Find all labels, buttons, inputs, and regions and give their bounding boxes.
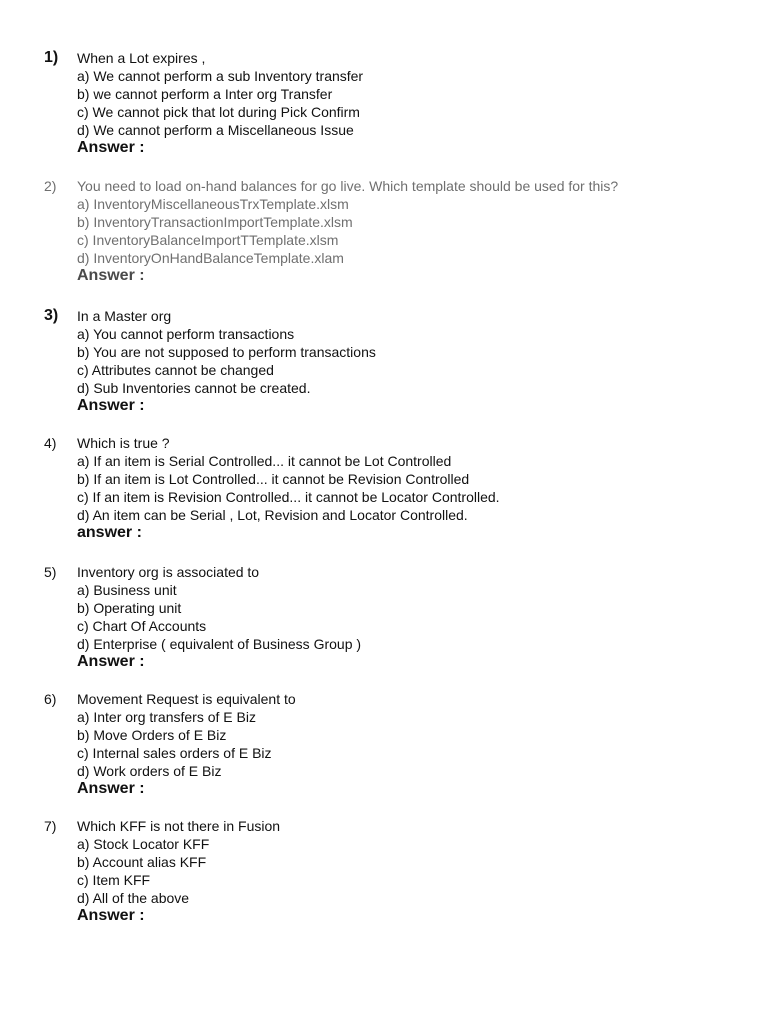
option-list: [77, 452, 500, 524]
question-number: 3): [44, 307, 59, 324]
answer-label: Answer :: [77, 397, 145, 414]
answer-label: answer :: [77, 524, 142, 541]
option-list: [77, 195, 353, 267]
option-a: a) If an item is Serial Controlled... it cannot be Lot Controlled: [77, 453, 452, 469]
option-c: c) Internal sales orders of E Biz: [77, 745, 272, 761]
option-c: c) If an item is Revision Controlled... it cannot be Locator Controlled.: [77, 489, 500, 505]
question-number: 7): [44, 818, 57, 834]
option-a: a) We cannot perform a sub Inventory transfer: [77, 68, 364, 84]
option-b: b) Operating unit: [77, 600, 182, 616]
option-c: c) Chart Of Accounts: [77, 618, 207, 634]
option-b: b) InventoryTransactionImportTemplate.xlsm: [77, 214, 353, 230]
option-b: b) we cannot perform a Inter org Transfer: [77, 86, 333, 102]
question-number: 4): [44, 435, 57, 451]
option-b: b) Account alias KFF: [77, 854, 207, 870]
option-d: d) Enterprise ( equivalent of Business Group ): [77, 636, 362, 652]
question-number: 2): [44, 178, 57, 194]
answer-label: Answer :: [77, 267, 145, 284]
answer-label: Answer :: [77, 653, 145, 670]
question-number: 5): [44, 564, 57, 580]
question-text: You need to load on-hand balances for go live. Which template should be used for this?: [77, 178, 619, 194]
option-a: a) Stock Locator KFF: [77, 836, 210, 852]
option-d: d) InventoryOnHandBalanceTemplate.xlam: [77, 250, 344, 266]
option-list: [77, 835, 209, 907]
option-d: d) An item can be Serial , Lot, Revision and Locator Controlled.: [77, 507, 468, 523]
option-b: b) You are not supposed to perform transactions: [77, 344, 376, 360]
option-c: c) InventoryBalanceImportTTemplate.xlsm: [77, 232, 339, 248]
option-list: [77, 581, 361, 653]
question-number: 6): [44, 691, 57, 707]
option-d: d) All of the above: [77, 890, 190, 906]
option-d: d) Sub Inventories cannot be created.: [77, 380, 311, 396]
answer-label: Answer :: [77, 907, 145, 924]
question-text: In a Master org: [77, 308, 172, 324]
option-b: b) If an item is Lot Controlled... it cannot be Revision Controlled: [77, 471, 470, 487]
option-c: c) Item KFF: [77, 872, 151, 888]
option-b: b) Move Orders of E Biz: [77, 727, 227, 743]
option-d: d) We cannot perform a Miscellaneous Issue: [77, 122, 354, 138]
option-list: [77, 325, 376, 397]
answer-label: Answer :: [77, 780, 145, 797]
option-a: a) Inter org transfers of E Biz: [77, 709, 256, 725]
question-text: When a Lot expires ,: [77, 50, 206, 66]
question-text: Inventory org is associated to: [77, 564, 260, 580]
option-list: [77, 67, 363, 139]
question-text: Which KFF is not there in Fusion: [77, 818, 281, 834]
question-text: Which is true ?: [77, 435, 170, 451]
option-a: a) Business unit: [77, 582, 177, 598]
option-a: a) You cannot perform transactions: [77, 326, 295, 342]
answer-label: Answer :: [77, 139, 145, 156]
option-d: d) Work orders of E Biz: [77, 763, 222, 779]
question-text: Movement Request is equivalent to: [77, 691, 296, 707]
option-a: a) InventoryMiscellaneousTrxTemplate.xlsm: [77, 196, 349, 212]
option-list: [77, 708, 272, 780]
option-c: c) We cannot pick that lot during Pick Confirm: [77, 104, 360, 120]
question-number: 1): [44, 49, 59, 66]
option-c: c) Attributes cannot be changed: [77, 362, 274, 378]
